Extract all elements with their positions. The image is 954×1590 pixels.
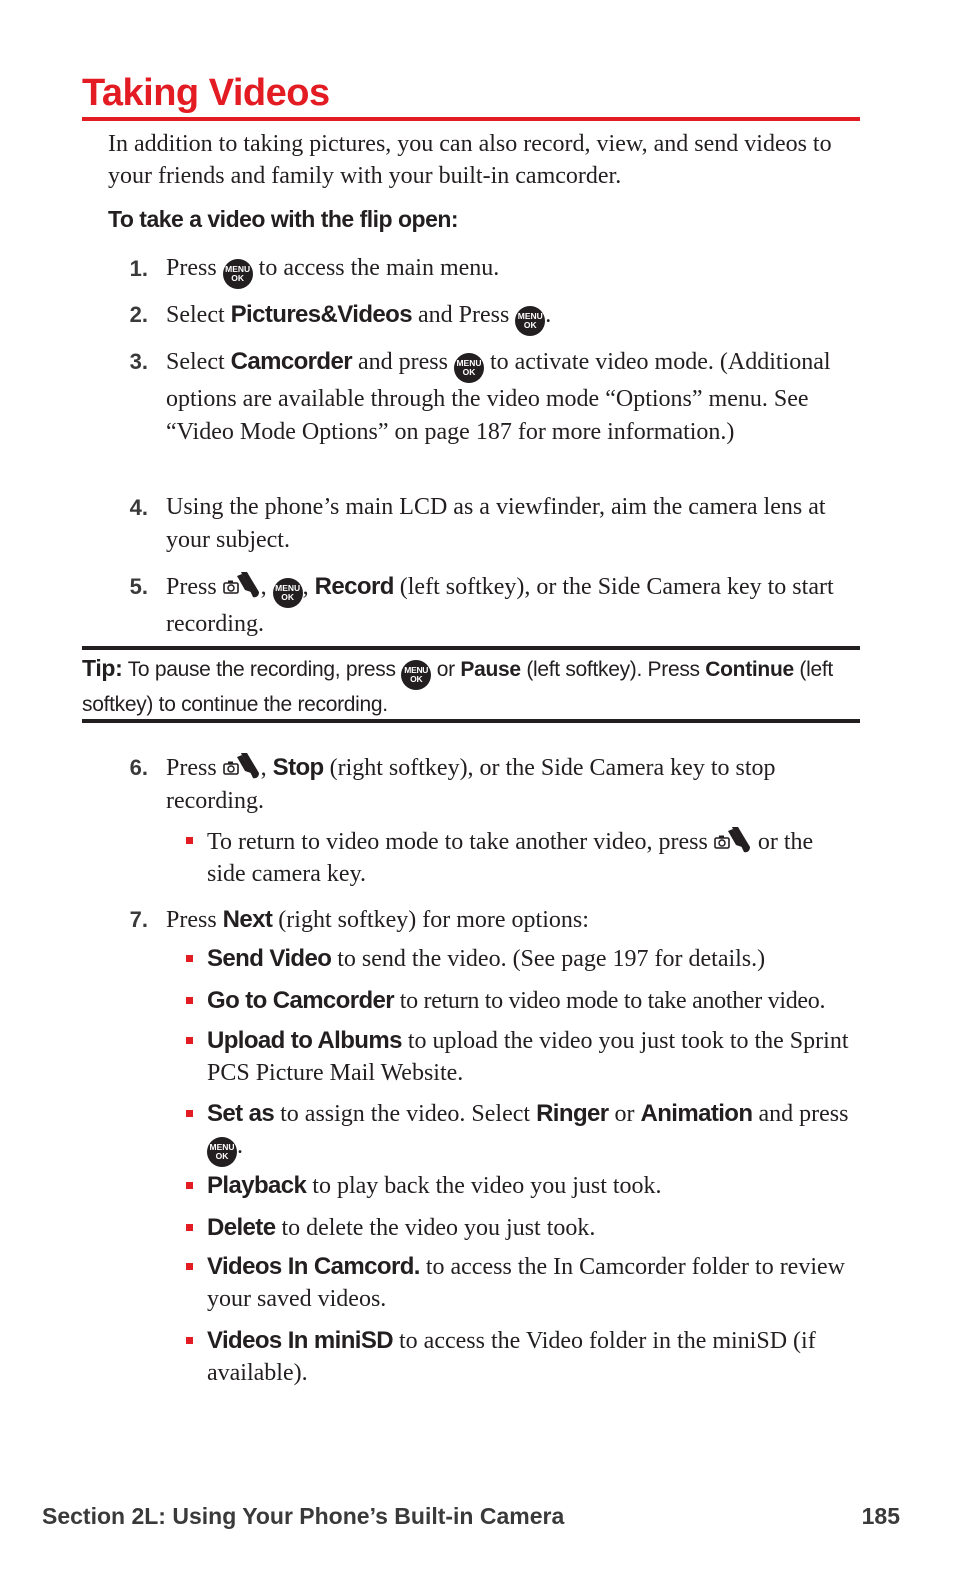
option-label: Animation [640,1100,753,1127]
option-label: Delete [207,1214,276,1241]
procedure-subhead: To take a video with the flip open: [108,206,459,232]
step-number: 6. [129,755,148,780]
page-title: Taking Videos [82,72,330,114]
bullet-marker [186,1182,193,1189]
option-label: Ringer [536,1100,609,1127]
option-label: Playback [207,1172,307,1199]
menu-ok-key-icon: MENU OK [273,578,303,608]
bullet-marker [186,955,193,962]
softkey-label: Record [314,573,394,600]
step-number: 1. [129,256,148,281]
tip-label: Tip: [82,655,123,681]
menu-option-label: Camcorder [230,348,352,375]
softkey-label: Stop [272,754,324,781]
step-number: 5. [129,574,148,599]
camera-key-icon [223,751,261,779]
softkey-label: Pause [460,658,521,681]
intro-paragraph: In addition to taking pictures, you can also record, view, and send videos to your friends and family with your built-in camcorder. [108,131,832,189]
page-footer [42,1503,900,1530]
bullet-marker [186,1224,193,1231]
camera-key-icon [714,825,752,853]
bullet-marker [186,997,193,1004]
tip-box: Tip: To pause the recording, press MENU OK or Pause (left softkey). Press Continue (left softkey) to continue the recording. [82,655,833,716]
option-label: Videos In miniSD [207,1327,393,1354]
bullet-marker [186,1263,193,1270]
menu-ok-key-icon: MENU OK [515,306,545,336]
menu-ok-key-icon: MENU OK [401,660,431,690]
step-number: 2. [129,302,148,327]
step-number: 4. [129,495,148,520]
bullet-marker [186,1037,193,1044]
menu-ok-key-icon: MENU OK [207,1137,237,1167]
tip-bottom-rule [82,719,860,723]
tip-top-rule [82,646,860,650]
option-label: Set as [207,1100,275,1127]
section-title: Section 2L: Using Your Phone’s Built-in Camera [42,1503,565,1529]
option-label: Upload to Albums [207,1027,402,1054]
step-number: 7. [129,907,148,932]
bullet-marker [186,1337,193,1344]
camera-key-icon [223,570,261,598]
menu-option-label: Pictures&Videos [230,301,412,328]
title-underline [82,117,860,121]
step-number: 3. [129,349,148,374]
option-label: Go to Camcorder [207,987,395,1014]
softkey-label: Continue [705,658,794,681]
option-label: Send Video [207,945,332,972]
menu-ok-key-icon: MENU OK [223,259,253,289]
option-label: Videos In Camcord. [207,1253,420,1280]
bullet-marker [186,837,193,844]
menu-ok-key-icon: MENU OK [454,353,484,383]
bullet-marker [186,1110,193,1117]
page-number: 185 [861,1503,900,1529]
softkey-label: Next [222,906,273,933]
